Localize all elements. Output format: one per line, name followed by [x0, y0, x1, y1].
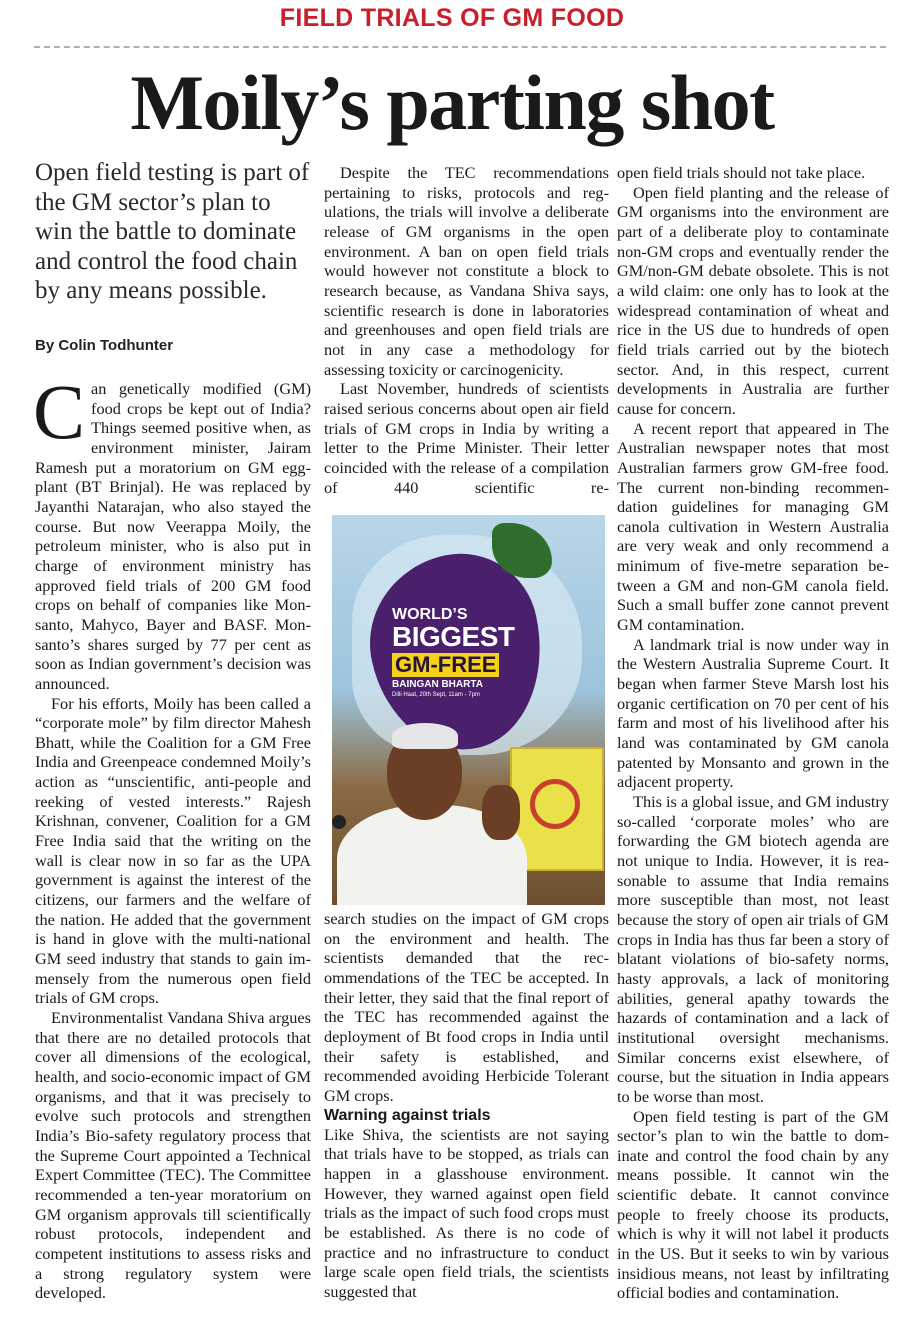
biohazard-icon	[530, 779, 580, 829]
byline: By Colin Todhunter	[35, 337, 174, 354]
paragraph: A landmark trial is now under way in the Western Australia Supreme Court. It began when farmer Steve Marsh lost his organic certification on 70 per cent of his farm and most of his livelihood after his land was contaminated by GM canola patented by Monsanto and grown in the adjacent property.	[617, 634, 889, 792]
poster-line: WORLD’S	[392, 606, 468, 623]
article-column-2-bottom	[324, 909, 609, 1301]
paragraph: This is a global issue, and GM industry so-called ‘corporate moles’ who are forwarding the GM biotech agenda are not unique to India. However, it is reasonable to assume that India remains more susceptible than most, not least because the story of open air trials of GM crops in India has thus far been a story of blatant violations of bio-safety norms, hasty approvals, a lack of monitoring abilities, general apathy towards the hazards of contamination and a lack of institutional oversight mechanisms. Similar concerns exist elsewhere, of course, but the situation in India appears to be worse than most.	[617, 792, 889, 1106]
standfirst: Open field testing is part of the GM sector’s plan to win the battle to dominate and control the food chain by any means possible.	[35, 159, 310, 304]
article-column-1	[33, 368, 311, 1303]
headline: Moily’s parting shot	[130, 59, 774, 146]
paragraph: search studies on the impact of GM crops on the environment and health. The scientists demanded that the recommendations of the TEC be accepted. In their letter, they said that the final report of the TEC has recommended against the deployment of Bt food crops in India until their safety is established, and recommended avoiding Herbicide Tolerant GM crops.	[324, 909, 609, 1105]
poster-line: GM-FREE	[392, 653, 499, 677]
poster-line: BAINGAN BHARTA	[392, 679, 483, 690]
article-column-3	[617, 163, 889, 1303]
paragraph: Open field testing is part of the GM sector’s plan to win the battle to dominate and control the food chain by any means possible. It cannot win the scientific debate. It cannot convince people to freely choose its products, which is why it will not label it products in the US. But it seeks to win by various insidious means, not least by infiltrating official bodies and contamination.	[617, 1106, 889, 1303]
poster-line: BIGGEST	[392, 621, 515, 652]
subheading: Warning against trials	[324, 1106, 491, 1124]
paragraph: Open field planting and the release of GM organisms into the environment are part of a deliberate ploy to contaminate non-GM crops and eventually render the GM/non-GM debate obsolete. This is not a wild claim: one only has to look at the widespread contamination of wheat and rice in the US due to hundreds of open field trials carried out by the biotech sector. And, in this respect, current developments in Australia are further cause for concern.	[617, 182, 889, 418]
paragraph: Despite the TEC recommendations pertaining to risks, protocols and regulations, the trials will involve a deliberate release of GM organisms in the open environment. A ban on open field trials would however not constitute a block to research because, as Vandana Shiva says, scientific research is done in laboratories and greenhouses and open field trials are not in any case a methodology for assessing toxicity or carcinogenicity.	[324, 163, 609, 379]
paragraph: open field trials should not take place.	[617, 163, 866, 182]
poster-text	[392, 607, 522, 698]
section-kicker: FIELD TRIALS OF GM FOOD	[279, 4, 625, 32]
person-hand	[482, 785, 520, 840]
person-hair	[392, 723, 458, 749]
news-photo	[332, 515, 605, 905]
poster-line: Dilli Haat, 20th Sept, 11am - 7pm	[392, 692, 480, 698]
paragraph-text: an genetically modified (GM) food crops be kept out of India? Things seemed positive when, as environment minister, Jairam Ramesh put a moratorium on GM eggplant (BT Brinjal). He was replaced by Jayanthi Natarajan, who also stayed the course. But now Veerappa Moily, the petroleum minister, who is also put in charge of environment ministry has approved field trials of 200 GM food crops on behalf of companies like Monsanto, Mahyco, Bayer and BASF. Monsanto’s shares surged by 77 per cent as soon as Indian government’s decision was announced.	[35, 379, 311, 693]
paragraph: A recent report that appeared in The Australian newspaper notes that most Australian farmers grow GM-free food. The current non-binding recommendation guidelines for managing GM canola cultivation in Western Australia are very weak and only recommend a minimum of five-metre separation between a GM and non-GM canola field. Such a small buffer zone cannot prevent GM contamination.	[617, 418, 889, 635]
paragraph: Like Shiva, the scientists are not saying that trials have to be stopped, as trials can happen in a glasshouse environment. However, they warned against open field trials as the impact of such food crops must be established. As there is no code of practice and no infrastructure to conduct large scale open field trials, the scientists suggested that	[324, 1124, 609, 1301]
paragraph: Environmentalist Vandana Shiva argues that there are no detailed protocols that cover all dimensions of the ecological, health, and socio-economic impact of GM organisms, and that it was precisely to evolve such protocols and strengthen India’s Bio-safety regulatory process that the Supreme Court appointed a Technical Expert Committee (TEC). The Committee recommended a ten-year moratorium on GM organism approvals till scientifically robust protocols, independent and competent institutions to assess risks and a strong regulatory system were developed.	[35, 1008, 311, 1303]
paragraph: For his efforts, Moily has been called a “corporate mole” by film director Mahesh Bhatt, while the Coalition for a GM Free India and Greenpeace condemned Moily’s action as “unscientific, anti-people and reeking of vested interests.” Rajesh Krishnan, convener, Coalition for a GM Free India said that the writing on the wall is clear now in so far as the UPA government is against the interest of the citizens, our farmers and the welfare of the nation. He added that the government is hand in glove with the multi-national GM seed industry that stands to gain immensely from the numerous open field trials of GM crops.	[35, 693, 311, 1008]
dashed-divider	[34, 46, 886, 48]
paragraph	[33, 368, 311, 694]
microphone-icon	[332, 815, 346, 829]
drop-cap: C	[33, 368, 86, 455]
article-column-2-top	[324, 163, 609, 497]
paragraph: Last November, hundreds of scientists raised serious concerns about open air field trials of GM crops in India by writing a letter to the Prime Minister. Their letter coincided with the release of a compilation of 440 scientific re-	[324, 379, 609, 497]
